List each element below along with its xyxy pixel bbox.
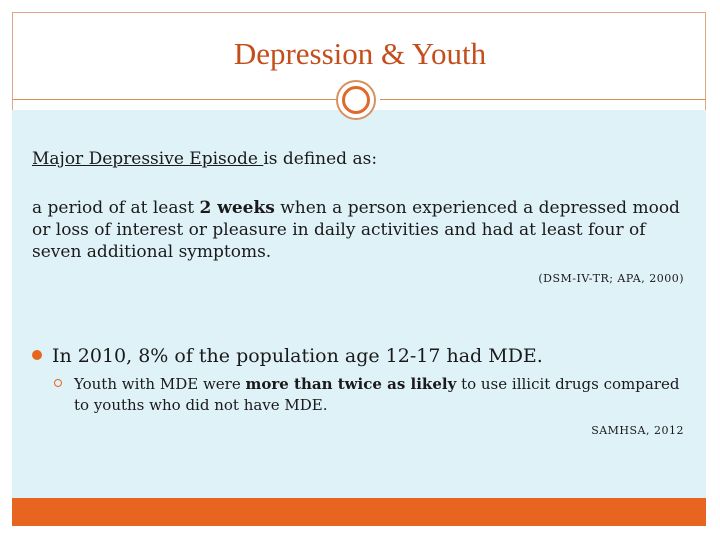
bullet-dot-icon — [32, 350, 42, 360]
bullet-item-1 — [32, 343, 692, 369]
definition-term: Major Depressive Episode — [32, 149, 264, 169]
bullet-item-2 — [54, 374, 694, 416]
slide-title: Depression & Youth — [233, 36, 487, 71]
bullet-2-post: to use illicit drugs compared to youths who did not have MDE. — [74, 375, 680, 414]
citation-dsm: (DSM-IV-TR; APA, 2000) — [538, 272, 684, 285]
definition-bold: 2 weeks — [199, 198, 275, 218]
definition-post: when a person experienced a depressed mood or loss of interest or pleasure in daily activities and had at least four of seven additional symptoms. — [32, 198, 680, 262]
divider-right — [380, 99, 706, 100]
bullet-circle-icon — [54, 379, 62, 387]
bullet-1-text: In 2010, 8% of the population age 12-17 had MDE. — [52, 345, 543, 367]
bullet-2-bold: more than twice as likely — [245, 375, 457, 393]
citation-samhsa: SAMHSA, 2012 — [591, 424, 684, 437]
bullet-2-pre: Youth with MDE were — [74, 375, 246, 393]
divider-ring-icon — [336, 80, 376, 120]
bottom-accent-bar — [12, 498, 706, 526]
divider-ring-inner — [342, 86, 370, 114]
definition-body — [32, 197, 692, 263]
definition-suffix: is defined as: — [263, 149, 378, 169]
divider-left — [12, 99, 342, 100]
definition-pre: a period of at least — [32, 198, 200, 218]
definition-heading — [32, 148, 377, 170]
